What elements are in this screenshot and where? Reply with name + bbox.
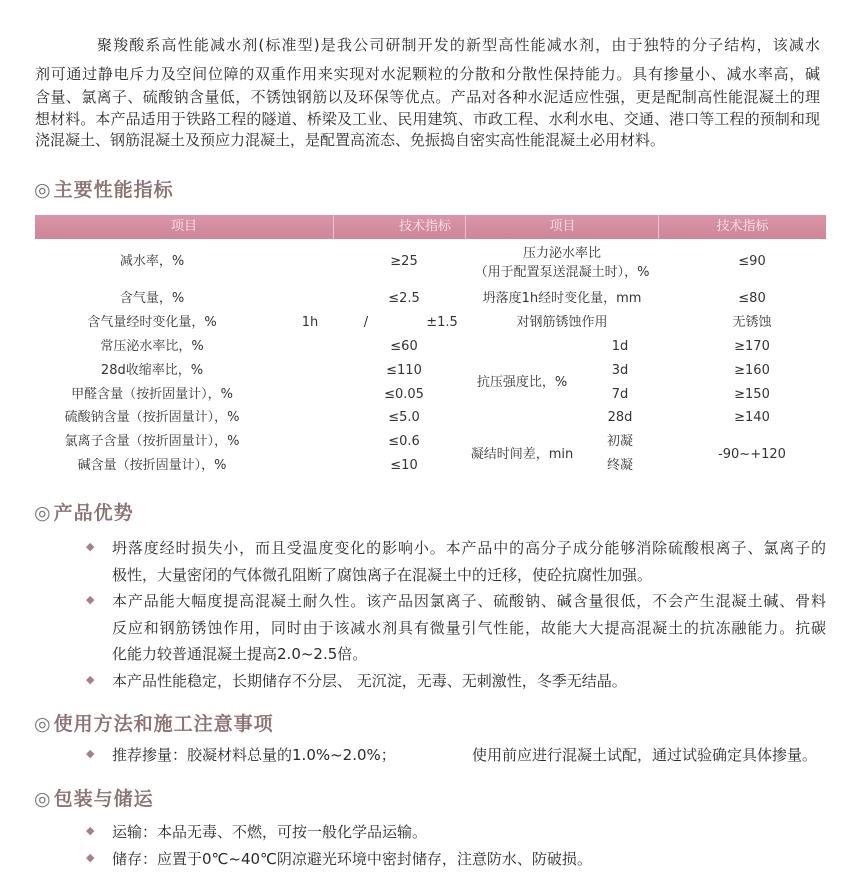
row-item: 氯离子含量（按折固量计），% [64,434,240,449]
row-item: 28d收缩率比，% [100,363,204,378]
row-sub: 终凝 [606,458,634,473]
intro-line-text: 剂可通过静电斥力及空间位障的双重作用来实现对水泥颗粒的分散和分散性保持能力。具有掺量小、减水率高，碱 [35,65,820,83]
row-sub: 1d [611,339,629,354]
intro-line-text: 想材料。本产品适用于铁路工程的隧道、桥梁及工业、民用建筑、市政工程、水利水电、交通、港口等工程的预制和现 [35,110,820,128]
intro-line [35,87,820,107]
section-title: 主要性能指标 [53,179,174,201]
advantage-line: 本产品性能稳定，长期储存不分层、 无沉淀，无毒、无刺激性，冬季无结晶。 [112,672,627,690]
row-value: ≤10 [390,458,418,473]
double-circle-icon: ◎ [34,788,52,810]
advantage-line-text: 坍落度经时损失小，而且受温度变化的影响小。本产品中的高分子成分能够消除硫酸根离子、氯离子的 [112,539,826,557]
row-value: -90~+120 [718,447,786,462]
row-item: 硫酸钠含量（按折固量计），% [64,410,240,425]
advantage-line-text: 反应和钢筋锈蚀作用，同时由于该减水剂具有微量引气性能，故能大大提高混凝土的抗冻融能力。抗碳 [112,618,826,637]
row-item: 压力泌水率比 [522,246,602,261]
row-value: ≤90 [738,254,766,269]
row-value: ≥25 [390,254,418,269]
packaging-transport: 运输：本品无毒、不燃，可按一般化学品运输。 [112,823,428,841]
row-value: ≤0.05 [384,387,424,402]
row-item: 对钢筋锈蚀作用 [516,315,608,330]
header-spec-left: 技术指标 [398,219,451,234]
double-circle-icon: ◎ [34,713,52,735]
section-title: 包装与储运 [53,788,154,810]
usage-note: 使用前应进行混凝土试配，通过试验确定具体掺量。 [472,746,818,764]
row-sub: 初凝 [606,434,634,449]
diamond-icon: ◆ [86,673,95,686]
row-value: ≥170 [734,339,770,354]
advantage-line-text: 本产品能大幅度提高混凝土耐久性。该产品因氯离子、硫酸钠、碱含量很低，不会产生混凝土碱、骨料 [112,592,826,611]
double-circle-icon: ◎ [34,502,52,524]
row-slash: / [363,315,369,330]
row-value: ≥150 [734,387,770,402]
row-item: 常压泌水率比，% [100,339,204,354]
row-item: 坍落度1h经时变化量，mm [482,291,642,306]
row-value: ≥140 [734,410,770,425]
row-value: ≤110 [386,363,422,378]
table-header [35,215,826,239]
double-circle-icon: ◎ [34,179,52,201]
section-heading-advantages [34,498,134,525]
section-title: 使用方法和施工注意事项 [53,713,274,735]
section-heading-packaging [34,784,154,811]
usage-dosage: 推荐掺量：胶凝材料总量的1.0%~2.0%； [112,746,396,764]
row-value: ≥160 [734,363,770,378]
advantage-line: 极性，大量密闭的气体微孔阻断了腐蚀离子在混凝土中的迁移，使砼抗腐性加强。 [112,565,653,584]
header-spec-right: 技术指标 [716,219,769,234]
row-item: 含气量，% [119,291,185,306]
intro-line-text: 含量、氯离子、硫酸钠含量低，不锈蚀钢筋以及环保等优点。产品对各种水泥适应性强，更是配制高性能混凝土的理 [35,88,820,106]
row-value: ≤80 [738,291,766,306]
row-sub: 1h [301,315,319,330]
intro-line [97,35,820,55]
row-sub: 3d [611,363,629,378]
advantage-line: 化能力较普通混凝土提高2.0~2.5倍。 [112,645,368,664]
row-value: ≤0.6 [388,434,420,449]
intro-line [35,109,820,129]
diamond-icon: ◆ [86,747,95,760]
intro-line [35,64,820,84]
header-item-right: 项目 [549,219,576,234]
row-item: 含气量经时变化量，% [87,315,217,330]
packaging-storage: 储存：应置于0℃~40℃阴凉避光环境中密封储存，注意防水、防破损。 [112,850,592,868]
advantage-line [112,618,826,638]
intro-line: 浇混凝土、钢筋混凝土及预应力混凝土，是配置高流态、免振捣自密实高性能混凝土必用材料。 [35,131,666,149]
diamond-icon: ◆ [86,593,95,607]
row-item: 减水率，% [119,254,185,269]
section-heading-performance [34,175,174,202]
diamond-icon: ◆ [86,851,95,864]
row-sub: 7d [611,387,629,402]
diamond-icon: ◆ [86,824,95,837]
row-value: ≤60 [390,339,418,354]
diamond-icon: ◆ [86,540,95,553]
intro-line-text: 聚羧酸系高性能减水剂(标准型)是我公司研制开发的新型高性能减水剂，由于独特的分子结构，该减水 [97,36,820,54]
row-value: ≤5.0 [388,410,420,425]
row-value: ≤2.5 [388,291,420,306]
row-item: 抗压强度比，% [476,375,568,390]
row-item: 甲醛含量（按折固量计），% [71,387,233,402]
advantage-line [112,538,826,558]
row-value: 无锈蚀 [732,315,772,330]
section-heading-usage [34,709,274,736]
row-value: ±1.5 [426,315,458,330]
section-title: 产品优势 [53,502,134,524]
row-sub: 28d [607,410,633,425]
header-item-left: 项目 [170,219,197,234]
header-divider [333,215,334,239]
advantage-line [112,591,826,611]
row-item: 凝结时间差，min [470,447,574,462]
row-item: 碱含量（按折固量计），% [77,458,227,473]
row-item: （用于配置泵送混凝土时），% [474,265,650,280]
